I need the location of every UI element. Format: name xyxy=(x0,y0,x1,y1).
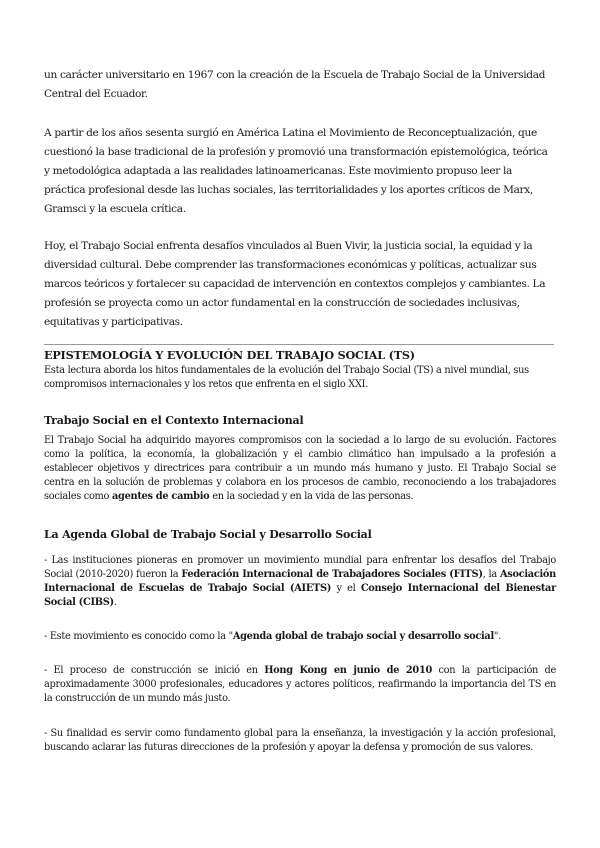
agentes-de-cambio-emphasis: agentes de cambio xyxy=(111,491,210,502)
agenda-item-2 xyxy=(44,630,556,644)
hong-kong-emphasis: Hong Kong en junio de 2010 xyxy=(264,665,432,676)
intro-paragraph-3: Hoy, el Trabajo Social enfrenta desafíos vinculados al Buen Vivir, la justicia social, la equidad y la diversidad cultural. Debe comprender las transformaciones económicas y políticas, actualizar sus marcos teóricos y fortalecer su capacidad de intervención en contextos complejos y cambiantes. La profesión se proyecta como un actor fundamental en la construcción de sociedades inclusivas, equitativas y participativas. xyxy=(44,240,546,328)
aiets-emphasis: Asociación Internacional de Escuelas de Trabajo Social (AIETS) xyxy=(44,569,556,594)
international-text-a: El Trabajo Social ha adquirido mayores compromisos con la sociedad a lo largo de su evolución. Factores como la política, la economía, la globalización y el cambio climático han impulsado a la profesión a establecer objetivos y directrices para contribuir a un mundo más humano y justo. El Trabajo Social se centra en la solución de problemas y colabora en los procesos de cambio, reconociendo a los trabajadores sociales como xyxy=(44,435,556,502)
agenda-item-2-text-b: ". xyxy=(493,631,501,642)
cibs-emphasis: Consejo Internacional del Bienestar Social (CIBS) xyxy=(44,583,556,608)
agenda-item-2-text-a: - Este movimiento es conocido como la " xyxy=(44,631,233,642)
international-text-b: en la sociedad y en la vida de las personas. xyxy=(212,491,414,502)
section-summary: Esta lectura aborda los hitos fundamentales de la evolución del Trabajo Social (TS) a nivel mundial, sus compromisos internacionales y los retos que enfrenta en el siglo XXI. xyxy=(44,365,529,390)
agenda-item-3-text-b: con la participación de aproximadamente 3000 profesionales, educadores y actores políticos, reafirmando la importancia del TS en la construcción de un mundo más justo. xyxy=(44,665,556,704)
intro-paragraph-1: un carácter universitario en 1967 con la creación de la Escuela de Trabajo Social de la Universidad Central del Ecuador. xyxy=(44,69,546,100)
agenda-item-3 xyxy=(44,664,556,706)
agenda-global-emphasis: Agenda global de trabajo social y desarrollo social xyxy=(232,631,494,642)
international-heading: Trabajo Social en el Contexto Internacional xyxy=(44,414,304,427)
international-paragraph xyxy=(44,434,556,504)
agenda-item-4 xyxy=(44,727,556,755)
agenda-item-1-text-c: y el xyxy=(336,583,356,594)
agenda-item-1-text-d: . xyxy=(113,597,117,608)
agenda-heading: La Agenda Global de Trabajo Social y Desarrollo Social xyxy=(44,528,372,541)
agenda-item-3-text-a: - El proceso de construcción se inició en xyxy=(44,665,258,676)
agenda-item-1-text-a: - Las instituciones pioneras en promover un movimiento mundial para enfrentar los desafíos del Trabajo Social (2010-2020) fueron la xyxy=(44,555,556,580)
agenda-item-1-text-b: , la xyxy=(482,569,497,580)
fits-emphasis: Federación Internacional de Trabajadores Sociales (FITS) xyxy=(181,569,483,580)
intro-paragraph-2: A partir de los años sesenta surgió en América Latina el Movimiento de Reconceptualización, que cuestionó la base tradicional de la profesión y promovió una transformación epistemológica, teórica y metodológica adaptada a las realidades latinoamericanas. Este movimiento propuso leer la práctica profesional desde las luchas sociales, las territorialidades y los aportes críticos de Marx, Gramsci y la escuela crítica. xyxy=(44,127,548,215)
section-divider xyxy=(44,344,554,345)
section-title: EPISTEMOLOGÍA Y EVOLUCIÓN DEL TRABAJO SOCIAL (TS) xyxy=(44,348,415,362)
agenda-item-4-text-a: - Su finalidad es servir como fundamento global para la enseñanza, la investigación y la acción profesional, buscando aclarar las futuras direcciones de la profesión y apoyar la defensa y promoción de sus valores. xyxy=(44,728,556,753)
agenda-item-1 xyxy=(44,554,556,610)
